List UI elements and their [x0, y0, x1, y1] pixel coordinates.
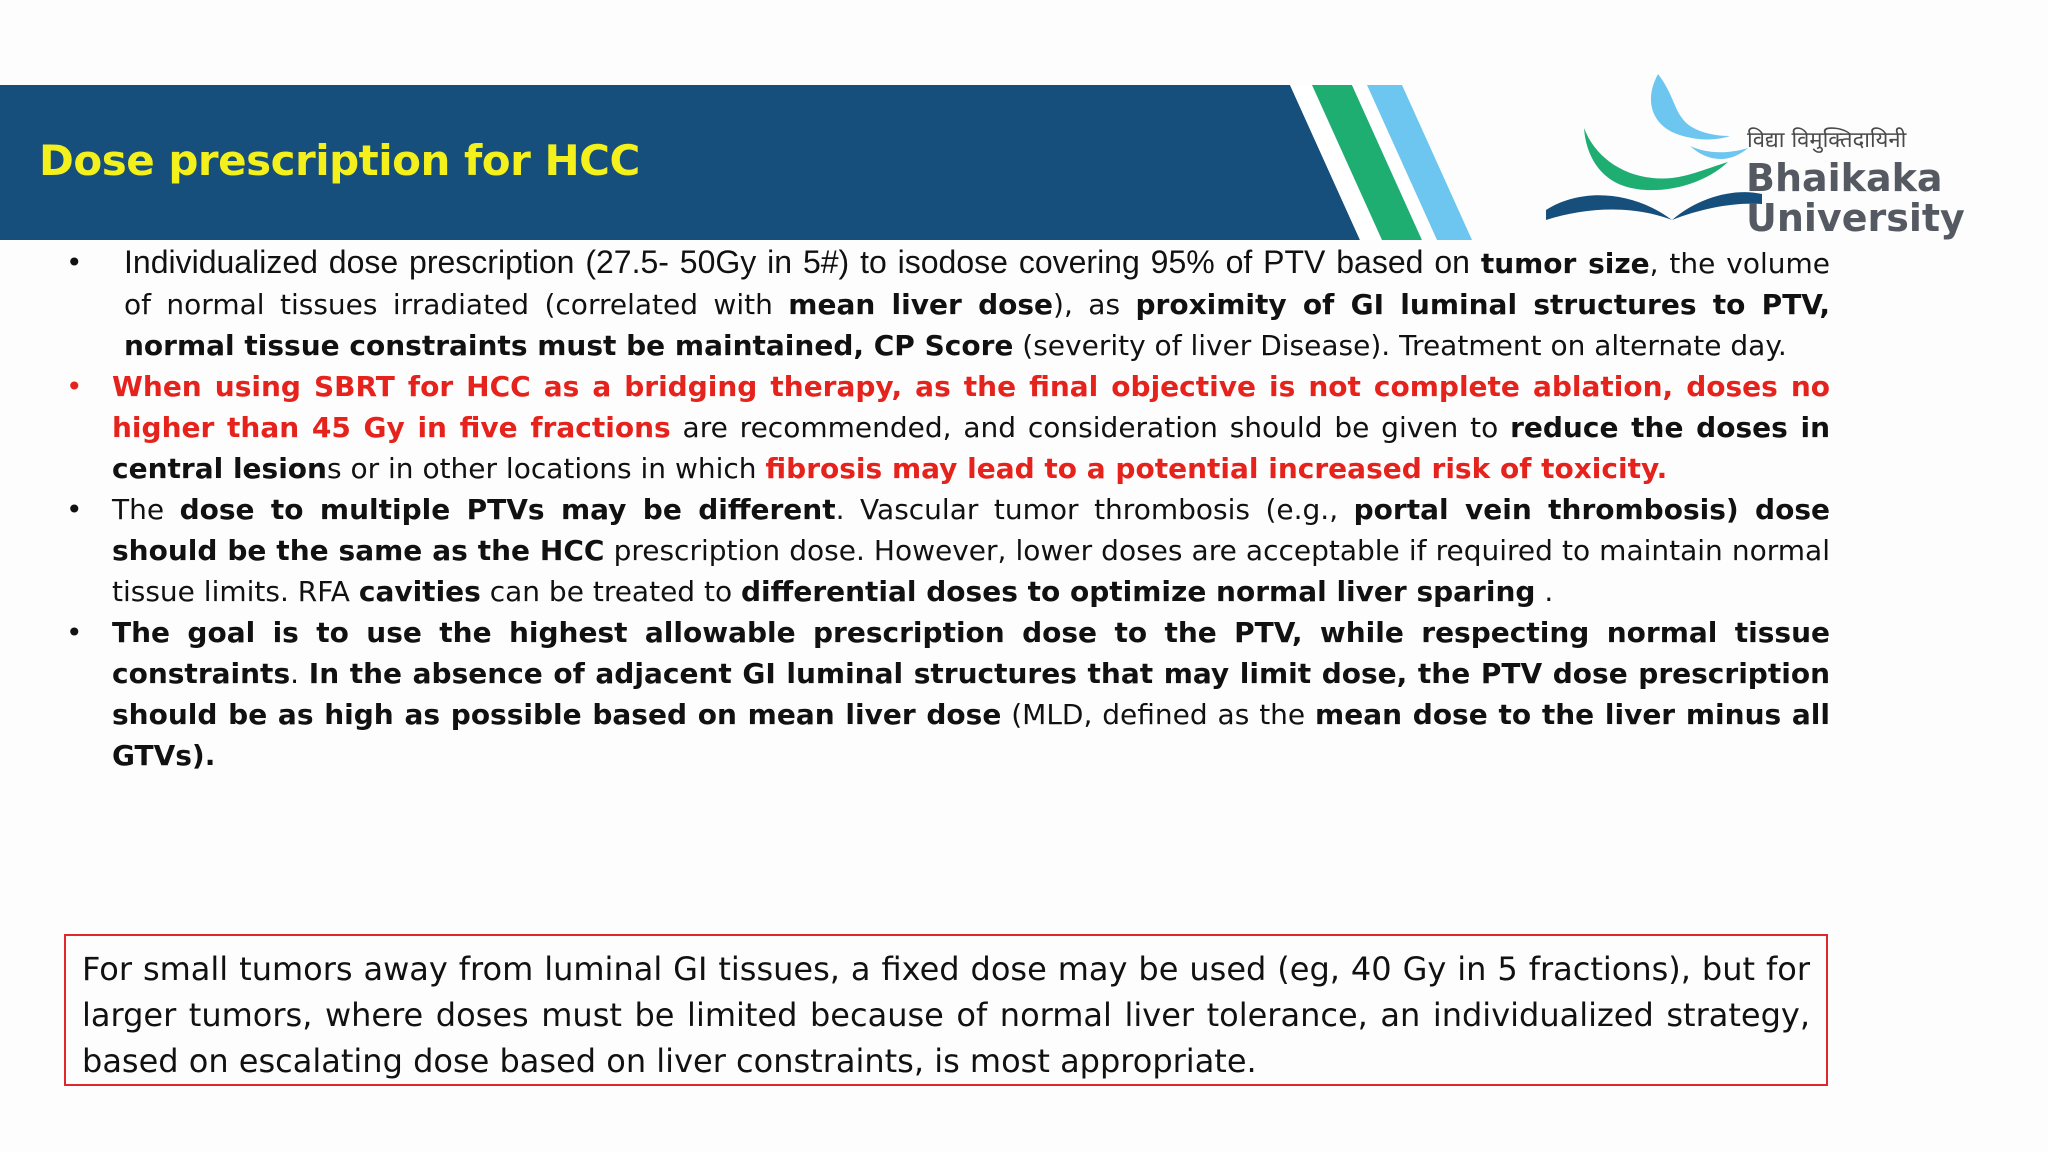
- bullet-item-4: [60, 612, 1830, 776]
- bullet-1-text-3: ), as: [1053, 288, 1121, 321]
- bullet-1-bold-tumor-size: tumor size: [1480, 247, 1650, 280]
- bullet-marker: •: [66, 616, 83, 649]
- bullet-3-bold-multiple-ptvs: dose to multiple PTVs may be different: [179, 493, 836, 526]
- bullet-3-text-5: .: [1544, 575, 1554, 608]
- bullet-marker: •: [66, 493, 83, 526]
- bullet-4-text-2: (MLD, defined as the: [1011, 698, 1306, 731]
- slide-title: Dose prescription for HCC: [39, 136, 640, 185]
- bullet-item-1: [60, 242, 1830, 366]
- bullet-2-bold-central-lesion: reduce the doses in central lesion: [112, 411, 1830, 485]
- bullet-4-bold-mean-dose: mean dose to the liver minus all GTVs).: [112, 698, 1831, 772]
- bullet-1-bold-mean-liver-dose: mean liver dose: [788, 288, 1054, 321]
- bullet-3-text-1: The: [112, 493, 165, 526]
- logo-name-line-1: Bhaikaka: [1746, 156, 1943, 200]
- bullet-4-text-1: .: [290, 657, 300, 690]
- bullet-marker: •: [66, 246, 83, 279]
- bullet-3-bold-portal-vein: portal vein thrombosis) dose should be the same as the HCC: [112, 493, 1830, 567]
- logo-flame-inner: [1690, 146, 1748, 159]
- note-box: For small tumors away from luminal GI tissues, a fixed dose may be used (eg, 40 Gy in 5 fractions), but for larger tumors, where doses must be limited because of normal liver tolerance, an individualized strategy, based on escalating dose based on liver constraints, is most appropriate.: [64, 934, 1828, 1086]
- logo-book-left: [1546, 195, 1672, 220]
- bullet-1-text-4: (severity of liver Disease). Treatment on alternate day.: [1022, 329, 1787, 362]
- bullet-3-text-4: can be treated to: [489, 575, 733, 608]
- bullet-item-3: [60, 489, 1830, 612]
- bullet-1-bold-constraints: proximity of GI luminal structures to PTV, normal tissue constraints must be maintained, CP Score: [124, 288, 1830, 362]
- bullet-marker: •: [66, 370, 83, 403]
- logo-university-name: [1746, 158, 1965, 238]
- bullet-1-text-lead: Individualized dose prescription (27.5- 50Gy in 5#) to isodose covering 95% of PTV based on: [124, 244, 1470, 280]
- bullet-4-bold-absence: In the absence of adjacent GI luminal structures that may limit dose, the PTV dose prescription should be as high as possible based on mean liver dose: [112, 657, 1830, 731]
- bullet-3-bold-differential: differential doses to optimize normal liver sparing: [741, 575, 1536, 608]
- bullet-3-bold-cavities: cavities: [358, 575, 481, 608]
- bullet-2-red-bold-fibrosis: fibrosis may lead to a potential increased risk of toxicity.: [765, 452, 1668, 485]
- bullet-1-text-2: , the volume of normal tissues irradiated (correlated with: [124, 247, 1830, 321]
- bullet-3-text-3: prescription dose. However, lower doses are acceptable if required to maintain normal tissue limits. RFA: [112, 534, 1830, 608]
- bullet-list: [60, 242, 1830, 776]
- logo-name-line-2: University: [1746, 196, 1965, 240]
- bullet-4-bold-goal: The goal is to use the highest allowable prescription dose to the PTV, while respecting normal tissue constraints: [112, 616, 1830, 690]
- bullet-2-text-2: s or in other locations in which: [326, 452, 757, 485]
- bullet-3-text-2: . Vascular tumor thrombosis (e.g.,: [835, 493, 1339, 526]
- bullet-2-text-1: are recommended, and consideration should be given to: [682, 411, 1499, 444]
- logo-flame-shape: [1651, 74, 1730, 139]
- bullet-item-2: [60, 366, 1830, 489]
- bullet-2-red-bold-1: When using SBRT for HCC as a bridging therapy, as the final objective is not complete ablation, doses no higher than 45 Gy in five fractions: [112, 370, 1830, 444]
- logo-hindi-motto: विद्या विमुक्तिदायिनी: [1747, 128, 1907, 153]
